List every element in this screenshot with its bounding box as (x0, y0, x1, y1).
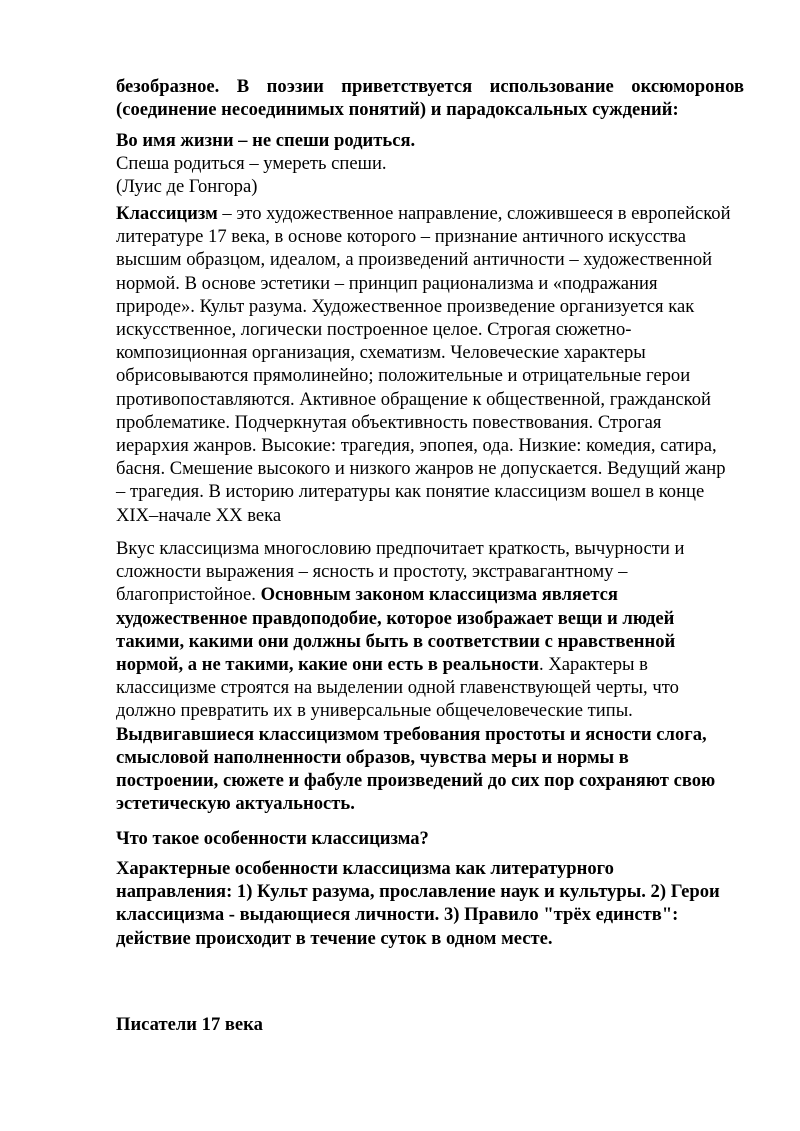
definition-line: – это художественное направление, сложившееся в европейской (217, 203, 731, 224)
definition-line: иерархия жанров. Высокие: трагедия, эпопея, ода. Низкие: комедия, сатира, (116, 435, 717, 457)
features-line: направления: 1) Культ разума, прославление наук и культуры. 2) Герои (116, 881, 720, 903)
taste-bold-line: художественное правдоподобие, которое изображает вещи и людей (116, 607, 675, 629)
classicism-term: Классицизм (116, 203, 218, 224)
definition-line: литературе 17 века, в основе которого – признание античного искусства (116, 226, 686, 248)
taste-bold-line: эстетическую актуальность. (116, 793, 355, 815)
definition-line: XIX–начале XX века (116, 504, 282, 526)
features-line: Характерные особенности классицизма как литературного (116, 858, 614, 879)
definition-line: нормой. В основе эстетики – принцип рационализма и «подражания (116, 272, 658, 294)
definition-line: проблематике. Подчеркнутая объективность повествования. Строгая (116, 411, 662, 433)
intro-line: (соединение несоединимых понятий) и парадоксальных суждений: (116, 99, 679, 121)
taste-line: классицизме строятся на выделении одной главенствующей черты, что (116, 677, 679, 699)
definition-line: природе». Культ разума. Художественное произведение организуется как (116, 295, 695, 317)
features-line: действие происходит в течение суток в одном месте. (116, 927, 553, 949)
taste-line: благопристойное. (116, 584, 261, 606)
definition-line: высшим образцом, идеалом, а произведений античности – художественной (116, 249, 713, 271)
taste-line: сложности выражения – ясность и простоту, экстравагантному – (116, 561, 628, 583)
definition-line: композиционная организация, схематизм. Человеческие характеры (116, 342, 646, 364)
poem-author: (Луис де Гонгора) (116, 176, 258, 198)
features-paragraph (116, 857, 744, 950)
definition-line: искусственное, логически построенное целое. Строгая сюжетно- (116, 319, 632, 341)
taste-line: . Характеры в (539, 654, 648, 676)
writers-heading (116, 1013, 744, 1036)
question-text: Что такое особенности классицизма? (116, 828, 429, 849)
poem-line: Спеша родиться – умереть спеши. (116, 153, 387, 175)
taste-line: должно превратить их в универсальные общечеловеческие типы. (116, 700, 633, 722)
features-line: классицизма - выдающиеся личности. 3) Правило "трёх единств": (116, 904, 679, 926)
intro-paragraph (116, 75, 744, 121)
taste-bold-text: нормой, а не такими, какие они есть в реальности (116, 654, 540, 676)
definition-line: – трагедия. В историю литературы как понятие классицизм вошел в конце (116, 481, 705, 503)
definition-line: обрисовываются прямолинейно; положительные и отрицательные герои (116, 365, 691, 387)
taste-bold-line: Выдвигавшиеся классицизмом требования простоты и ясности слога, (116, 723, 707, 745)
writers-heading-text: Писатели 17 века (116, 1014, 263, 1035)
definition-line: противопоставляются. Активное обращение к общественной, гражданской (116, 388, 711, 410)
taste-paragraph (116, 537, 744, 815)
taste-bold-line: построении, сюжете и фабуле произведений до сих пор сохраняют свою (116, 770, 716, 792)
intro-line: безобразное. В поэзии приветствуется использование оксюморонов (116, 76, 744, 97)
taste-bold-line: смысловой наполненности образов, чувства меры и нормы в (116, 746, 629, 768)
definition-line: басня. Смешение высокого и низкого жанров не допускается. Ведущий жанр (116, 458, 726, 480)
question-heading (116, 827, 744, 850)
poem-quote (116, 129, 744, 199)
taste-bold-text: Основным законом классицизма является (260, 584, 618, 606)
classicism-definition (116, 202, 744, 527)
taste-line: Вкус классицизма многословию предпочитает краткость, вычурности и (116, 538, 685, 559)
taste-bold-line: такими, какими они должны быть в соответствии с нравственной (116, 630, 676, 652)
poem-line: Во имя жизни – не спеши родиться. (116, 130, 416, 151)
